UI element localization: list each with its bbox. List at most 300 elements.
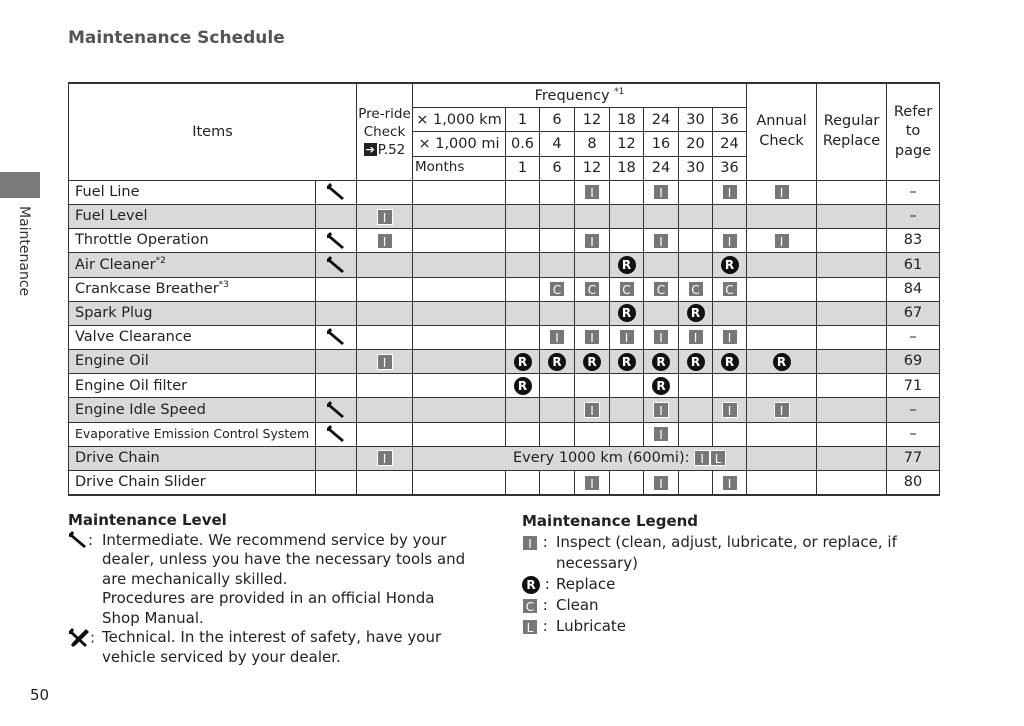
- frequency-cell: [540, 422, 575, 446]
- item-name: [69, 253, 316, 277]
- frequency-cell: [713, 374, 747, 398]
- intermediate-symbol: :: [68, 531, 102, 629]
- preride-cell: [357, 398, 413, 422]
- maintenance-level-cell: [316, 325, 357, 349]
- intermediate-description: [102, 531, 488, 629]
- frequency-cell: [644, 325, 679, 349]
- frequency-cell: [575, 229, 610, 253]
- legend-colon: :: [540, 575, 550, 593]
- frequency-cell: [610, 180, 644, 204]
- maintenance-level-cell: [316, 350, 357, 374]
- replace-symbol: R: [773, 353, 791, 371]
- annual-header: [747, 83, 817, 180]
- refer-page-cell: 69: [887, 350, 940, 374]
- section-label: Maintenance: [16, 206, 32, 297]
- regular-cell: [817, 422, 887, 446]
- item-name: [69, 471, 316, 496]
- frequency-cell: [413, 374, 506, 398]
- table-row: [69, 471, 940, 496]
- description-line: dealer, unless you have the necessary tools and: [102, 550, 466, 568]
- frequency-cell: [610, 398, 644, 422]
- regular-cell: [817, 374, 887, 398]
- frequency-cell: [540, 229, 575, 253]
- refer-page-cell: –: [887, 422, 940, 446]
- annual-cell: [747, 350, 817, 374]
- frequency-cell: [713, 204, 747, 228]
- item-name: [69, 301, 316, 325]
- frequency-cell: [679, 350, 713, 374]
- preride-header-line1: Pre-ride: [358, 105, 411, 122]
- frequency-cell: [610, 204, 644, 228]
- frequency-cell: [506, 277, 540, 301]
- annual-cell: [747, 446, 817, 470]
- description-line: Procedures are provided in an official Honda: [102, 589, 435, 607]
- maintenance-level-heading: Maintenance Level: [68, 511, 227, 529]
- frequency-cell: [644, 471, 679, 496]
- clean-symbol: C: [653, 281, 669, 297]
- frequency-cell: [679, 301, 713, 325]
- item-label: Engine Idle Speed: [75, 401, 206, 418]
- preride-cell: [357, 471, 413, 496]
- frequency-cell: [506, 180, 540, 204]
- refer-page-cell: 77: [887, 446, 940, 470]
- refer-page-cell: –: [887, 325, 940, 349]
- frequency-cell: [610, 253, 644, 277]
- frequency-cell: [506, 398, 540, 422]
- frequency-cell: [644, 398, 679, 422]
- refer-page-cell: 83: [887, 229, 940, 253]
- item-name: [69, 374, 316, 398]
- wrench-icon: [68, 531, 88, 549]
- frequency-cell: [575, 180, 610, 204]
- maintenance-level-cell: [316, 204, 357, 228]
- regular-cell: [817, 398, 887, 422]
- frequency-cell: [679, 374, 713, 398]
- item-label: Valve Clearance: [75, 329, 192, 346]
- inspect-symbol: I: [653, 329, 669, 345]
- frequency-cell: [713, 325, 747, 349]
- frequency-cell: [713, 253, 747, 277]
- technical-symbol: :: [68, 628, 102, 667]
- maintenance-level-cell: [316, 180, 357, 204]
- legend-symbol: [522, 574, 556, 595]
- maintenance-table: [68, 82, 940, 496]
- mi-value: 16: [644, 132, 679, 156]
- inspect-symbol: I: [688, 329, 704, 345]
- replace-symbol: R: [514, 353, 532, 371]
- regular-cell: [817, 471, 887, 496]
- regular-header-line2: Replace: [822, 132, 881, 149]
- mi-value: 24: [713, 132, 747, 156]
- inspect-symbol: I: [377, 209, 393, 225]
- regular-cell: [817, 204, 887, 228]
- wrench-screwdriver-icon: [68, 628, 90, 648]
- preride-cell: [357, 253, 413, 277]
- month-value: 6: [540, 156, 575, 180]
- page-title: Maintenance Schedule: [68, 28, 285, 48]
- regular-cell: [817, 277, 887, 301]
- frequency-cell: [506, 374, 540, 398]
- item-label: Drive Chain Slider: [75, 474, 206, 491]
- km-value: 30: [679, 108, 713, 132]
- frequency-cell: [506, 325, 540, 349]
- inspect-symbol: I: [584, 402, 600, 418]
- maintenance-level-section: [68, 511, 488, 667]
- frequency-cell: [610, 471, 644, 496]
- months-label: Months: [413, 156, 506, 180]
- preride-cell: [357, 374, 413, 398]
- frequency-cell: [644, 301, 679, 325]
- legend-symbol: [522, 595, 556, 616]
- legend-colon: :: [538, 533, 548, 551]
- frequency-cell: [575, 350, 610, 374]
- frequency-cell: [713, 350, 747, 374]
- frequency-cell: [713, 229, 747, 253]
- legend-colon: :: [538, 617, 548, 635]
- frequency-cell: [713, 277, 747, 301]
- inspect-symbol: I: [377, 450, 393, 466]
- inspect-symbol: I: [377, 354, 393, 370]
- month-value: 18: [610, 156, 644, 180]
- item-label: Spark Plug: [75, 305, 153, 322]
- inspect-symbol: I: [694, 450, 710, 466]
- replace-symbol: R: [618, 353, 636, 371]
- annual-cell: [747, 325, 817, 349]
- item-name: [69, 350, 316, 374]
- frequency-cell: [413, 253, 506, 277]
- frequency-cell: [540, 398, 575, 422]
- frequency-cell: [506, 471, 540, 496]
- regular-cell: [817, 301, 887, 325]
- preride-cell: [357, 180, 413, 204]
- frequency-cell: [540, 301, 575, 325]
- item-name: [69, 204, 316, 228]
- item-label: Engine Oil filter: [75, 377, 188, 394]
- table-row: [69, 253, 940, 277]
- item-name: [69, 422, 316, 446]
- frequency-cell: [575, 204, 610, 228]
- replace-symbol: R: [618, 256, 636, 274]
- table-row: [69, 180, 940, 204]
- clean-symbol: C: [722, 281, 738, 297]
- refer-page-cell: –: [887, 398, 940, 422]
- frequency-cell: [713, 471, 747, 496]
- annual-cell: [747, 374, 817, 398]
- regular-cell: [817, 446, 887, 470]
- frequency-cell: [413, 204, 506, 228]
- frequency-cell: [610, 301, 644, 325]
- legend-item: [522, 532, 942, 574]
- maintenance-legend-heading: Maintenance Legend: [522, 512, 699, 530]
- annual-cell: [747, 471, 817, 496]
- preride-cell: [357, 446, 413, 470]
- frequency-cell: [413, 350, 506, 374]
- frequency-cell: [679, 398, 713, 422]
- refer-page-cell: –: [887, 180, 940, 204]
- wrench-icon: [326, 256, 346, 274]
- frequency-cell: [506, 229, 540, 253]
- description-line: Shop Manual.: [102, 608, 204, 627]
- refer-page-cell: 67: [887, 301, 940, 325]
- frequency-cell: [575, 253, 610, 277]
- item-name: [69, 277, 316, 301]
- regular-header: [817, 83, 887, 180]
- frequency-cell: [610, 325, 644, 349]
- refer-page-cell: 61: [887, 253, 940, 277]
- frequency-cell: [575, 277, 610, 301]
- item-label: Crankcase Breather: [75, 281, 219, 298]
- mi-value: 8: [575, 132, 610, 156]
- table-row: [69, 374, 940, 398]
- frequency-cell: [679, 229, 713, 253]
- annual-header-line2: Check: [759, 132, 804, 149]
- inspect-symbol: I: [584, 233, 600, 249]
- refer-page-cell: 71: [887, 374, 940, 398]
- drive-chain-note: Every 1000 km (600mi):: [513, 450, 695, 467]
- inspect-symbol: I: [653, 184, 669, 200]
- description-line: are mechanically skilled.: [102, 569, 288, 588]
- frequency-cell: [713, 180, 747, 204]
- table-row: [69, 398, 940, 422]
- clean-symbol: C: [688, 281, 704, 297]
- preride-cell: [357, 422, 413, 446]
- item-label: Throttle Operation: [75, 232, 209, 249]
- legend-symbol: [522, 532, 556, 574]
- technical-description: [102, 628, 488, 667]
- replace-symbol: R: [721, 353, 739, 371]
- inspect-symbol: I: [619, 329, 635, 345]
- legend-line: Inspect (clean, adjust, lubricate, or replace, if: [556, 533, 897, 551]
- description-line: Technical. In the interest of safety, have your: [102, 628, 442, 646]
- frequency-cell: [575, 422, 610, 446]
- table-row: [69, 325, 940, 349]
- annual-header-line1: Annual: [756, 113, 807, 130]
- inspect-symbol: I: [653, 233, 669, 249]
- frequency-cell: [540, 471, 575, 496]
- frequency-cell: [540, 253, 575, 277]
- table-row: [69, 277, 940, 301]
- frequency-span-cell: [413, 446, 747, 470]
- annual-cell: [747, 204, 817, 228]
- frequency-cell: [575, 301, 610, 325]
- frequency-cell: [413, 301, 506, 325]
- inspect-symbol: I: [653, 475, 669, 491]
- replace-symbol: R: [618, 304, 636, 322]
- frequency-cell: [713, 301, 747, 325]
- preride-cell: [357, 229, 413, 253]
- inspect-symbol: I: [722, 402, 738, 418]
- frequency-cell: [540, 325, 575, 349]
- frequency-cell: [506, 204, 540, 228]
- legend-text: [556, 616, 942, 637]
- description-line: vehicle serviced by your dealer.: [102, 647, 341, 666]
- mi-value: 0.6: [506, 132, 540, 156]
- inspect-symbol: I: [722, 184, 738, 200]
- frequency-cell: [540, 180, 575, 204]
- frequency-cell: [413, 229, 506, 253]
- km-value: 24: [644, 108, 679, 132]
- replace-symbol: R: [548, 353, 566, 371]
- table-row: [69, 422, 940, 446]
- preride-cell: [357, 204, 413, 228]
- legend-line: Clean: [556, 596, 599, 614]
- inspect-symbol: I: [584, 475, 600, 491]
- km-value: 18: [610, 108, 644, 132]
- frequency-cell: [644, 374, 679, 398]
- legend-item: [522, 616, 942, 637]
- frequency-cell: [644, 204, 679, 228]
- mi-value: 20: [679, 132, 713, 156]
- inspect-symbol: I: [549, 329, 565, 345]
- technical-level: [68, 628, 488, 667]
- regular-cell: [817, 253, 887, 277]
- item-label: Fuel Level: [75, 208, 148, 225]
- inspect-symbol: I: [584, 184, 600, 200]
- maintenance-legend-section: [522, 511, 942, 637]
- refer-header-line3: page: [894, 142, 932, 159]
- frequency-cell: [644, 229, 679, 253]
- preride-cell: [357, 325, 413, 349]
- frequency-cell: [644, 277, 679, 301]
- regular-cell: [817, 325, 887, 349]
- refer-page-cell: 84: [887, 277, 940, 301]
- item-name: [69, 229, 316, 253]
- mi-label: × 1,000 mi: [413, 132, 506, 156]
- regular-cell: [817, 180, 887, 204]
- legend-line: Replace: [556, 575, 616, 593]
- legend-line: necessary): [556, 554, 638, 572]
- maintenance-level-cell: [316, 301, 357, 325]
- inspect-symbol: I: [722, 329, 738, 345]
- frequency-cell: [679, 471, 713, 496]
- annual-cell: [747, 277, 817, 301]
- frequency-cell: [644, 253, 679, 277]
- legend-colon: :: [538, 596, 548, 614]
- description-line: Intermediate. We recommend service by your: [102, 530, 447, 549]
- legend-item: [522, 574, 942, 595]
- km-value: 36: [713, 108, 747, 132]
- km-value: 1: [506, 108, 540, 132]
- frequency-cell: [413, 398, 506, 422]
- preride-page-ref[interactable]: P.52: [377, 141, 406, 158]
- annual-cell: [747, 301, 817, 325]
- inspect-symbol: I: [774, 233, 790, 249]
- legend-text: [556, 574, 942, 595]
- clean-symbol: C: [619, 281, 635, 297]
- annual-cell: [747, 180, 817, 204]
- item-name: [69, 398, 316, 422]
- item-label: Drive Chain: [75, 450, 160, 467]
- maintenance-level-cell: [316, 374, 357, 398]
- item-label: Air Cleaner: [75, 257, 156, 274]
- lubricate-symbol: L: [522, 619, 538, 635]
- frequency-cell: [644, 350, 679, 374]
- wrench-icon: [326, 232, 346, 250]
- annual-cell: [747, 253, 817, 277]
- maintenance-level-cell: [316, 277, 357, 301]
- regular-cell: [817, 229, 887, 253]
- replace-symbol: R: [514, 377, 532, 395]
- item-name: [69, 180, 316, 204]
- frequency-cell: [540, 204, 575, 228]
- preride-cell: [357, 277, 413, 301]
- frequency-cell: [506, 350, 540, 374]
- frequency-cell: [575, 374, 610, 398]
- maintenance-level-cell: [316, 446, 357, 470]
- preride-cell: [357, 301, 413, 325]
- inspect-symbol: I: [377, 233, 393, 249]
- km-value: 12: [575, 108, 610, 132]
- frequency-cell: [679, 325, 713, 349]
- maintenance-level-cell: [316, 398, 357, 422]
- inspect-symbol: I: [722, 475, 738, 491]
- month-value: 30: [679, 156, 713, 180]
- frequency-cell: [610, 277, 644, 301]
- inspect-symbol: I: [653, 426, 669, 442]
- inspect-symbol: I: [774, 402, 790, 418]
- frequency-cell: [413, 325, 506, 349]
- frequency-cell: [644, 422, 679, 446]
- refer-header: [887, 83, 940, 180]
- arrow-right-icon: ➔: [365, 143, 375, 157]
- month-value: 1: [506, 156, 540, 180]
- frequency-cell: [575, 325, 610, 349]
- frequency-header: [413, 83, 747, 108]
- replace-symbol: R: [522, 576, 540, 594]
- frequency-cell: [679, 277, 713, 301]
- frequency-cell: [575, 471, 610, 496]
- preride-header: [357, 83, 413, 180]
- regular-header-line1: Regular: [823, 113, 880, 130]
- frequency-cell: [575, 398, 610, 422]
- frequency-cell: [413, 471, 506, 496]
- replace-symbol: R: [721, 256, 739, 274]
- regular-cell: [817, 350, 887, 374]
- wrench-icon: [326, 328, 346, 346]
- refer-page-cell: 80: [887, 471, 940, 496]
- item-label: Engine Oil: [75, 353, 149, 370]
- item-name: [69, 446, 316, 470]
- preride-header-line2: Check: [363, 123, 406, 140]
- frequency-cell: [540, 277, 575, 301]
- wrench-icon: [326, 425, 346, 443]
- maintenance-level-cell: [316, 471, 357, 496]
- replace-symbol: R: [652, 353, 670, 371]
- lubricate-symbol: L: [710, 450, 726, 466]
- inspect-symbol: I: [522, 535, 538, 551]
- maintenance-level-cell: [316, 229, 357, 253]
- frequency-cell: [540, 350, 575, 374]
- clean-symbol: C: [522, 598, 538, 614]
- preride-cell: [357, 350, 413, 374]
- refer-header-line1: Refer: [893, 103, 933, 120]
- frequency-cell: [610, 350, 644, 374]
- frequency-cell: [506, 301, 540, 325]
- frequency-cell: [679, 253, 713, 277]
- replace-symbol: R: [583, 353, 601, 371]
- frequency-cell: [413, 277, 506, 301]
- annual-cell: [747, 229, 817, 253]
- section-tab: [0, 172, 40, 198]
- replace-symbol: R: [687, 304, 705, 322]
- item-label: Fuel Line: [75, 184, 140, 201]
- frequency-cell: [610, 422, 644, 446]
- refer-page-cell: –: [887, 204, 940, 228]
- refer-header-line2: to: [905, 123, 921, 140]
- wrench-icon: [326, 183, 346, 201]
- table-row: [69, 229, 940, 253]
- frequency-cell: [679, 204, 713, 228]
